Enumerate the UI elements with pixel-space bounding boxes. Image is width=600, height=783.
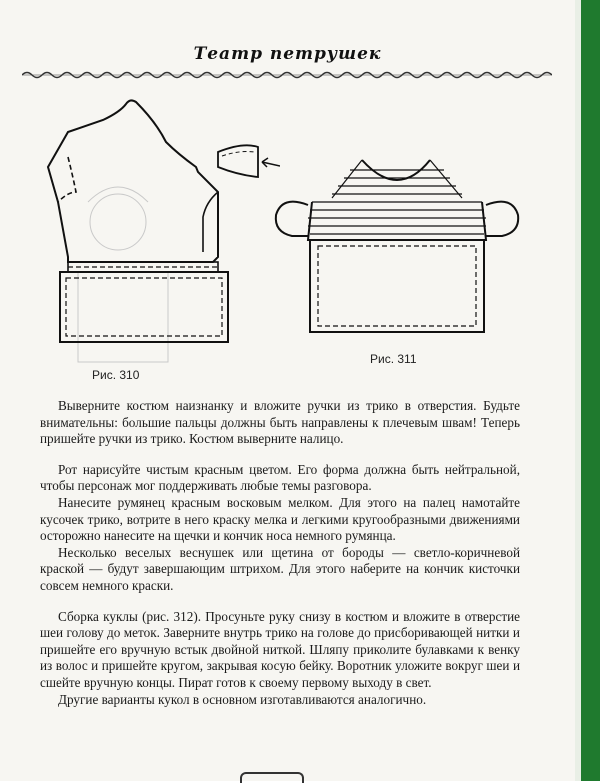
figure-310-caption: Рис. 310	[92, 368, 140, 382]
body-text	[40, 398, 520, 708]
book-cover-edge	[575, 0, 600, 781]
page-bottom-tab	[240, 772, 304, 783]
paragraph: Выверните костюм наизнанку и вложите ручки из трико в отверстия. Будьте внимательны: большие пальцы должны быть направлены к плечевым швам! Теперь пришейте ручки из трико. Костюм выверните налицо.	[40, 398, 520, 447]
paragraph: Другие варианты кукол в основном изготавливаются аналогично.	[58, 691, 427, 707]
paragraph: Рот нарисуйте чистым красным цветом. Его форма должна быть нейтральной, чтобы персонаж мог поддерживать любые темы разговора.	[40, 461, 520, 494]
header-ornament	[22, 70, 552, 80]
paragraph: Нанесите румянец красным восковым мелком. Для этого на палец намотайте кусочек трико, вотрите в него краску мелка и легкими кругообразными движениями осторожно нанесите на щечки и кончик носа немного румянца.	[40, 494, 520, 544]
figure-311-costume-assembly	[272, 140, 522, 348]
running-header-title: Театр петрушек	[193, 44, 382, 64]
edge-highlight	[575, 0, 581, 781]
paragraph: Сборка куклы (рис. 312). Просуньте руку снизу в костюм и вложите в отверстие шеи голову до меток. Заверните внутрь трико на голове до присборивающей нитки и пришейте его вручную встык двойной ниткой. Шляпу приколите булавками к венку из волос и пришейте кругом, закрывая косую бейку. Воротник уложите вокруг шеи и сшейте вручную концы. Пират готов к своему первому выходу в свет.	[40, 608, 520, 690]
figure-310-costume-pattern	[28, 92, 280, 382]
figure-311-caption: Рис. 311	[370, 352, 417, 366]
paragraph: Несколько веселых веснушек или щетина от бороды — светло-коричневой краской — будут завершающим штрихом. Для этого наберите на кончик кисточки совсем немного краски.	[40, 544, 520, 593]
